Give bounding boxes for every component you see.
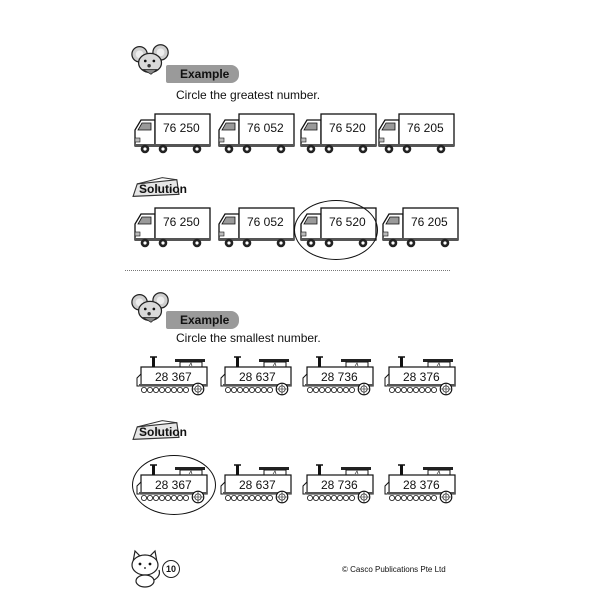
train-number: 28 367	[155, 370, 192, 384]
train-number: 28 367	[155, 478, 192, 492]
instruction-greatest: Circle the greatest number.	[176, 88, 321, 102]
truck-card	[133, 112, 211, 154]
truck-number: 76 520	[329, 215, 366, 229]
solution-label: Solution	[139, 182, 187, 196]
train-number: 28 637	[239, 370, 276, 384]
page-number: 10	[162, 560, 180, 578]
answer-circle	[294, 200, 378, 260]
train-card	[301, 462, 379, 504]
train-card	[219, 354, 297, 396]
copyright: © Casco Publications Pte Ltd	[342, 565, 446, 574]
example-row-trucks	[133, 112, 463, 157]
truck-card	[217, 112, 295, 154]
truck-card	[377, 112, 455, 154]
example-label: Example	[166, 65, 239, 83]
train-number: 28 376	[403, 370, 440, 384]
answer-circle	[132, 455, 216, 515]
solution-label: Solution	[139, 425, 187, 439]
train-card	[135, 354, 213, 396]
train-card	[383, 462, 461, 504]
truck-number: 76 250	[163, 215, 200, 229]
truck-number: 76 052	[247, 215, 284, 229]
example-row-trains	[135, 354, 465, 399]
train-number: 28 376	[403, 478, 440, 492]
truck-card	[299, 112, 377, 154]
truck-number: 76 205	[407, 121, 444, 135]
truck-number: 76 250	[163, 121, 200, 135]
cat-icon	[125, 548, 165, 588]
truck-card	[217, 206, 295, 248]
instruction-smallest: Circle the smallest number.	[176, 331, 321, 345]
truck-number: 76 520	[329, 121, 366, 135]
truck-card	[133, 206, 211, 248]
train-card	[301, 354, 379, 396]
train-number: 28 736	[321, 478, 358, 492]
truck-number: 76 052	[247, 121, 284, 135]
train-number: 28 637	[239, 478, 276, 492]
train-card	[383, 354, 461, 396]
section-divider	[125, 270, 450, 271]
truck-number: 76 205	[411, 215, 448, 229]
truck-card	[381, 206, 459, 248]
train-number: 28 736	[321, 370, 358, 384]
train-card	[219, 462, 297, 504]
example-label: Example	[166, 311, 239, 329]
